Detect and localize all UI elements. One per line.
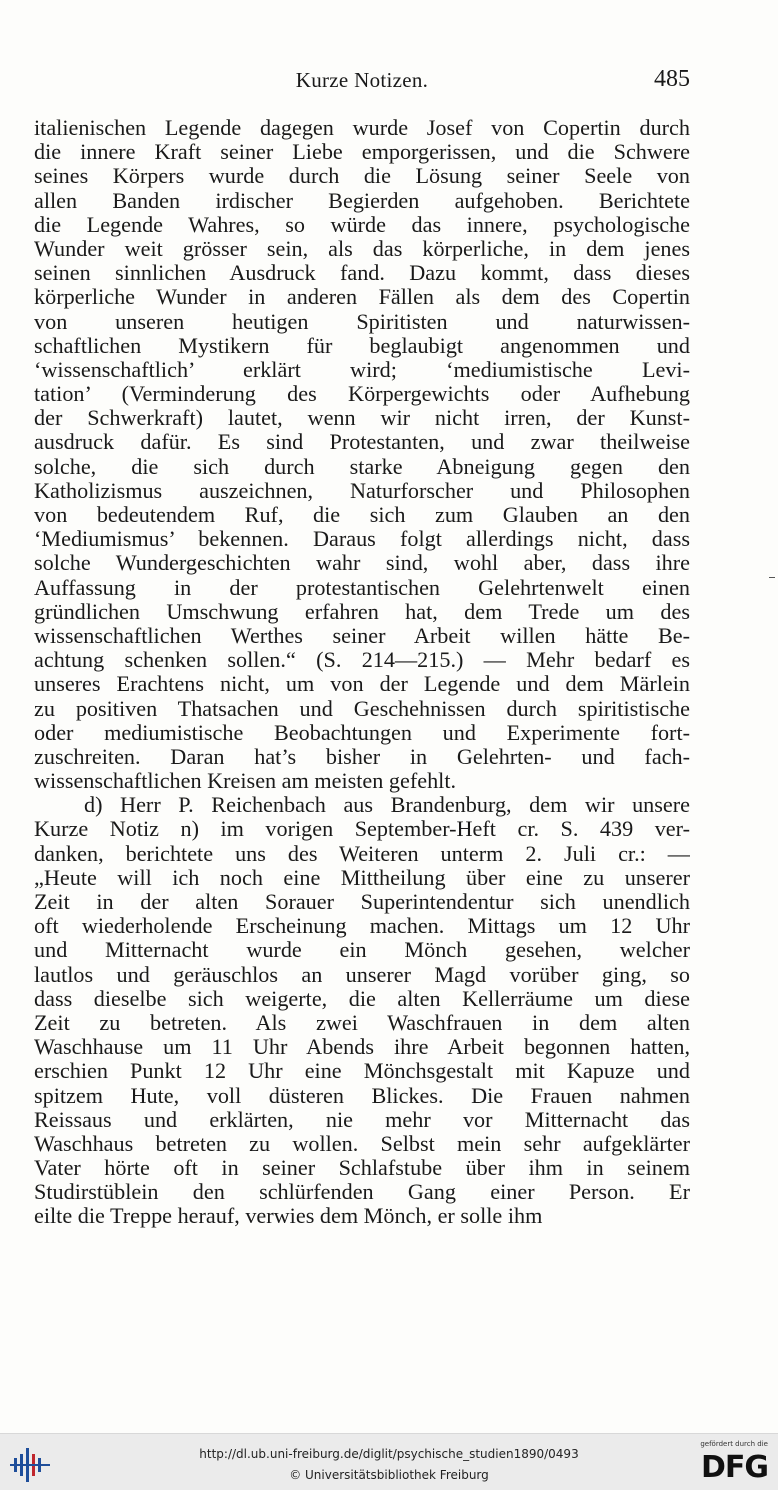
text-line: tation’ (Verminderung des Körpergewichts oder Aufhebung <box>34 382 690 407</box>
text-line: wissenschaftlichen Kreisen am meisten gefehlt. <box>34 769 457 794</box>
text-line: spitzem Hute, voll düsteren Blickes. Die Frauen nahmen <box>34 1083 690 1108</box>
text-line: Vater hörte oft in seiner Schlafstube über ihm in seinem <box>34 1156 690 1181</box>
text-line: solche, die sich durch starke Abneigung gegen den <box>34 454 690 479</box>
text-line: ‘Mediumismus’ bekennen. Daraus folgt allerdings nicht, dass <box>34 527 690 552</box>
text-line: ‘wissenschaftlich’ erklärt wird; ‘mediumistische Levi- <box>34 357 690 382</box>
text-line: danken, berichtete uns des Weiteren unterm 2. Juli cr.: — <box>34 841 690 866</box>
text-line: eilte die Treppe herauf, verwies dem Mönch, er solle ihm <box>34 1204 543 1229</box>
text-line: Auffassung in der protestantischen Gelehrtenwelt einen <box>34 575 690 600</box>
text-line: dass dieselbe sich weigerte, die alten Kellerräume um diese <box>34 986 690 1011</box>
text-line: Kurze Notiz n) im vorigen September-Heft cr. S. 439 ver- <box>34 817 690 842</box>
text-line: ausdruck dafür. Es sind Protestanten, und zwar theilweise <box>34 430 690 455</box>
viewer-footer <box>0 1433 778 1490</box>
text-line: die innere Kraft seiner Liebe emporgerissen, und die Schwere <box>34 140 690 165</box>
text-line: „Heute will ich noch eine Mittheilung über eine zu unserer <box>34 865 690 890</box>
text-line: achtung schenken sollen.“ (S. 214—215.) — Mehr bedarf es <box>34 648 690 673</box>
text-line: solche Wundergeschichten wahr sind, wohl aber, dass ihre <box>34 551 690 576</box>
text-line: wissenschaftlichen Werthes seiner Arbeit willen hätte Be- <box>34 623 690 648</box>
text-line: gründlichen Umschwung erfahren hat, dem Trede um des <box>34 599 690 624</box>
text-line: die Legende Wahres, so würde das innere, psychologische <box>34 212 690 237</box>
text-line: Zeit in der alten Sorauer Superintendentur sich unendlich <box>34 890 690 914</box>
body-text <box>34 116 690 1229</box>
sponsor-caption: gefördert durch die <box>700 1440 768 1448</box>
text-line: Katholizismus auszeichnen, Naturforscher und Philosophen <box>34 478 690 503</box>
text-line: Waschhaus betreten zu wollen. Selbst mein sehr aufgeklärter <box>34 1131 690 1156</box>
text-line: Studirstüblein den schlürfenden Gang einer Person. Er <box>34 1180 690 1205</box>
text-line: seinen sinnlichen Ausdruck fand. Dazu kommt, dass dieses <box>34 261 690 286</box>
text-line: Reissaus und erklärten, nie mehr vor Mitternacht das <box>34 1107 690 1132</box>
text-line: von bedeutendem Ruf, die sich zum Glauben an den <box>34 503 690 527</box>
text-line: Waschhause um 11 Uhr Abends ihre Arbeit begonnen hatten, <box>34 1035 690 1060</box>
dfg-logo: DFG <box>700 1450 768 1485</box>
margin-mark <box>769 577 775 578</box>
text-line: zuschreiten. Daran hat’s bisher in Gelehrten- und fach- <box>34 744 690 769</box>
text-line: der Schwerkraft) lautet, wenn wir nicht irren, der Kunst- <box>34 406 690 431</box>
text-line: Zeit zu betreten. Als zwei Waschfrauen in dem alten <box>34 1010 690 1035</box>
text-line: schaftlichen Mystikern für beglaubigt angenommen und <box>34 333 690 358</box>
text-line: oft wiederholende Erscheinung machen. Mittags um 12 Uhr <box>34 914 690 939</box>
text-line: seines Körpers wurde durch die Lösung seiner Seele von <box>34 164 690 189</box>
text-line: zu positiven Thatsachen und Geschehnissen durch spiritistische <box>34 696 690 721</box>
text-line: Wunder weit grösser sein, als das körperliche, in dem jenes <box>34 236 690 261</box>
page-number: 485 <box>654 66 690 92</box>
text-line: d) Herr P. Reichenbach aus Brandenburg, dem wir unsere <box>84 793 690 818</box>
permalink-url[interactable]: http://dl.ub.uni-freiburg.de/diglit/psychische_studien1890/0493 <box>199 1447 579 1461</box>
text-line: körperliche Wunder in anderen Fällen als dem des Copertin <box>34 285 690 310</box>
text-line: und Mitternacht wurde ein Mönch gesehen, welcher <box>34 938 690 963</box>
text-line: oder mediumistische Beobachtungen und Experimente fort- <box>34 720 690 745</box>
copyright-notice: © Universitätsbibliothek Freiburg <box>289 1468 489 1482</box>
text-line: italienischen Legende dagegen wurde Josef von Copertin durch <box>34 116 690 140</box>
running-head <box>34 68 690 98</box>
text-line: erschien Punkt 12 Uhr eine Mönchsgestalt mit Kapuze und <box>34 1059 690 1084</box>
text-line: lautlos und geräuschlos an unserer Magd vorüber ging, so <box>34 962 690 987</box>
running-title: Kurze Notizen. <box>295 68 429 92</box>
text-line: allen Banden irdischer Begierden aufgehoben. Berichtete <box>34 188 690 213</box>
text-line: unseres Erachtens nicht, um von der Legende und dem Märlein <box>34 672 690 697</box>
text-line: von unseren heutigen Spiritisten und naturwissen- <box>34 309 690 334</box>
